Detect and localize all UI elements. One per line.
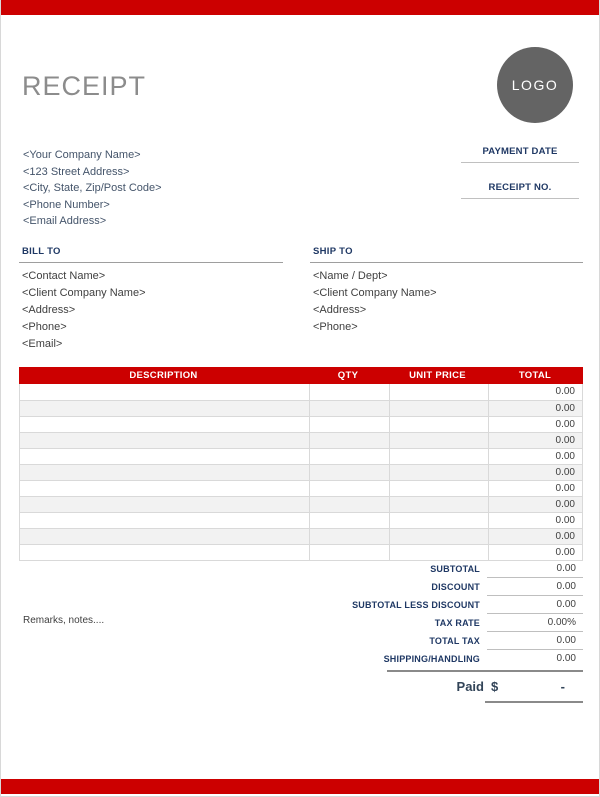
bill-to-lines bbox=[19, 268, 283, 353]
ship-to-phone-field[interactable]: <Phone> bbox=[313, 321, 358, 333]
paid-underline bbox=[485, 701, 583, 703]
company-city-field[interactable]: <City, State, Zip/Post Code> bbox=[23, 182, 162, 194]
description-cell[interactable] bbox=[20, 384, 309, 400]
payment-date-field[interactable] bbox=[461, 162, 579, 163]
payment-date-label: PAYMENT DATE bbox=[482, 146, 558, 157]
bill-to-company-field[interactable]: <Client Company Name> bbox=[22, 287, 146, 299]
table-row bbox=[20, 512, 582, 528]
table-row bbox=[20, 480, 582, 496]
table-row bbox=[20, 384, 582, 400]
table-row bbox=[20, 448, 582, 464]
subtotal-less-discount-value: 0.00 bbox=[487, 598, 583, 614]
discount-value[interactable]: 0.00 bbox=[487, 580, 583, 596]
total-tax-value: 0.00 bbox=[487, 634, 583, 650]
logo-badge[interactable] bbox=[497, 47, 573, 123]
total-cell: 0.00 bbox=[488, 433, 582, 448]
unit-price-cell[interactable] bbox=[389, 545, 488, 560]
totals-divider-line bbox=[387, 670, 583, 672]
qty-cell[interactable] bbox=[309, 497, 389, 512]
description-cell[interactable] bbox=[20, 417, 309, 432]
unit-price-cell[interactable] bbox=[389, 513, 488, 528]
qty-cell[interactable] bbox=[309, 449, 389, 464]
paid-value: - bbox=[560, 679, 565, 694]
description-cell[interactable] bbox=[20, 497, 309, 512]
qty-cell[interactable] bbox=[309, 481, 389, 496]
discount-row bbox=[19, 580, 583, 598]
description-cell[interactable] bbox=[20, 465, 309, 480]
paid-row bbox=[19, 679, 583, 694]
ship-to-section bbox=[310, 246, 583, 336]
unit-price-cell[interactable] bbox=[389, 417, 488, 432]
total-cell: 0.00 bbox=[488, 384, 582, 400]
unit-price-cell[interactable] bbox=[389, 433, 488, 448]
qty-cell[interactable] bbox=[309, 465, 389, 480]
ship-to-heading: SHIP TO bbox=[310, 246, 583, 263]
table-row bbox=[20, 464, 582, 480]
table-row bbox=[20, 528, 582, 544]
tax-rate-value[interactable]: 0.00% bbox=[487, 616, 583, 632]
bill-to-contact-field[interactable]: <Contact Name> bbox=[22, 270, 106, 282]
total-cell: 0.00 bbox=[488, 449, 582, 464]
column-header-qty: QTY bbox=[337, 370, 359, 381]
bill-to-heading: BILL TO bbox=[19, 246, 283, 263]
description-cell[interactable] bbox=[20, 545, 309, 560]
company-street-field[interactable]: <123 Street Address> bbox=[23, 165, 130, 178]
items-table-body bbox=[19, 384, 583, 561]
bill-to-section bbox=[19, 246, 283, 353]
page-title: RECEIPT bbox=[22, 71, 147, 101]
unit-price-cell[interactable] bbox=[389, 497, 488, 512]
ship-to-address-field[interactable]: <Address> bbox=[313, 304, 367, 316]
unit-price-cell[interactable] bbox=[389, 529, 488, 544]
description-cell[interactable] bbox=[20, 433, 309, 448]
shipping-handling-row bbox=[19, 652, 583, 670]
description-cell[interactable] bbox=[20, 481, 309, 496]
qty-cell[interactable] bbox=[309, 417, 389, 432]
table-row bbox=[20, 496, 582, 512]
total-cell: 0.00 bbox=[488, 513, 582, 528]
total-cell: 0.00 bbox=[488, 497, 582, 512]
qty-cell[interactable] bbox=[309, 513, 389, 528]
receipt-no-field[interactable] bbox=[461, 198, 579, 199]
subtotal-less-discount-label: SUBTOTAL LESS DISCOUNT bbox=[352, 600, 480, 610]
shipping-handling-value[interactable]: 0.00 bbox=[556, 653, 576, 664]
receipt-no-label: RECEIPT NO. bbox=[488, 182, 552, 193]
subtotal-label: SUBTOTAL bbox=[430, 564, 480, 574]
subtotal-less-discount-row bbox=[19, 598, 583, 616]
top-accent-bar bbox=[1, 0, 599, 15]
discount-label: DISCOUNT bbox=[431, 582, 480, 592]
table-row bbox=[20, 432, 582, 448]
unit-price-cell[interactable] bbox=[389, 401, 488, 416]
total-tax-label: TOTAL TAX bbox=[429, 636, 480, 646]
bill-to-email-field[interactable]: <Email> bbox=[22, 338, 63, 350]
column-header-description: DESCRIPTION bbox=[129, 370, 198, 381]
items-table bbox=[19, 367, 583, 561]
bottom-accent-bar bbox=[1, 779, 599, 794]
ship-to-lines bbox=[310, 268, 583, 336]
unit-price-cell[interactable] bbox=[389, 465, 488, 480]
items-table-header bbox=[19, 367, 583, 384]
table-row bbox=[20, 400, 582, 416]
logo-text: LOGO bbox=[511, 77, 559, 93]
ship-to-company-field[interactable]: <Client Company Name> bbox=[313, 287, 437, 299]
company-email-field[interactable]: <Email Address> bbox=[23, 215, 107, 227]
company-block bbox=[23, 147, 162, 230]
qty-cell[interactable] bbox=[309, 433, 389, 448]
description-cell[interactable] bbox=[20, 401, 309, 416]
ship-to-name-field[interactable]: <Name / Dept> bbox=[313, 270, 388, 282]
paid-label: Paid bbox=[456, 679, 484, 694]
description-cell[interactable] bbox=[20, 513, 309, 528]
unit-price-cell[interactable] bbox=[389, 481, 488, 496]
total-cell: 0.00 bbox=[488, 401, 582, 416]
total-cell: 0.00 bbox=[488, 465, 582, 480]
shipping-handling-label: SHIPPING/HANDLING bbox=[383, 654, 480, 664]
subtotal-value: 0.00 bbox=[487, 562, 583, 578]
qty-cell[interactable] bbox=[309, 529, 389, 544]
total-cell: 0.00 bbox=[488, 417, 582, 432]
column-header-total: TOTAL bbox=[518, 370, 552, 381]
qty-cell[interactable] bbox=[309, 545, 389, 560]
tax-rate-label: TAX RATE bbox=[434, 618, 480, 628]
total-cell: 0.00 bbox=[488, 545, 582, 560]
table-row bbox=[20, 416, 582, 432]
table-row bbox=[20, 544, 582, 560]
bill-to-phone-field[interactable]: <Phone> bbox=[22, 321, 67, 333]
column-header-unit-price: UNIT PRICE bbox=[409, 370, 466, 381]
paid-currency-symbol: $ bbox=[491, 679, 499, 694]
description-cell[interactable] bbox=[20, 449, 309, 464]
total-cell: 0.00 bbox=[488, 529, 582, 544]
unit-price-cell[interactable] bbox=[389, 384, 488, 400]
company-name-field[interactable]: <Your Company Name> bbox=[23, 149, 141, 161]
unit-price-cell[interactable] bbox=[389, 449, 488, 464]
total-cell: 0.00 bbox=[488, 481, 582, 496]
subtotal-row bbox=[19, 562, 583, 580]
total-tax-row bbox=[19, 634, 583, 652]
bill-to-address-field[interactable]: <Address> bbox=[22, 304, 76, 316]
remarks-field[interactable]: Remarks, notes.... bbox=[23, 615, 105, 626]
qty-cell[interactable] bbox=[309, 384, 389, 400]
qty-cell[interactable] bbox=[309, 401, 389, 416]
description-cell[interactable] bbox=[20, 529, 309, 544]
company-phone-field[interactable]: <Phone Number> bbox=[23, 198, 110, 211]
